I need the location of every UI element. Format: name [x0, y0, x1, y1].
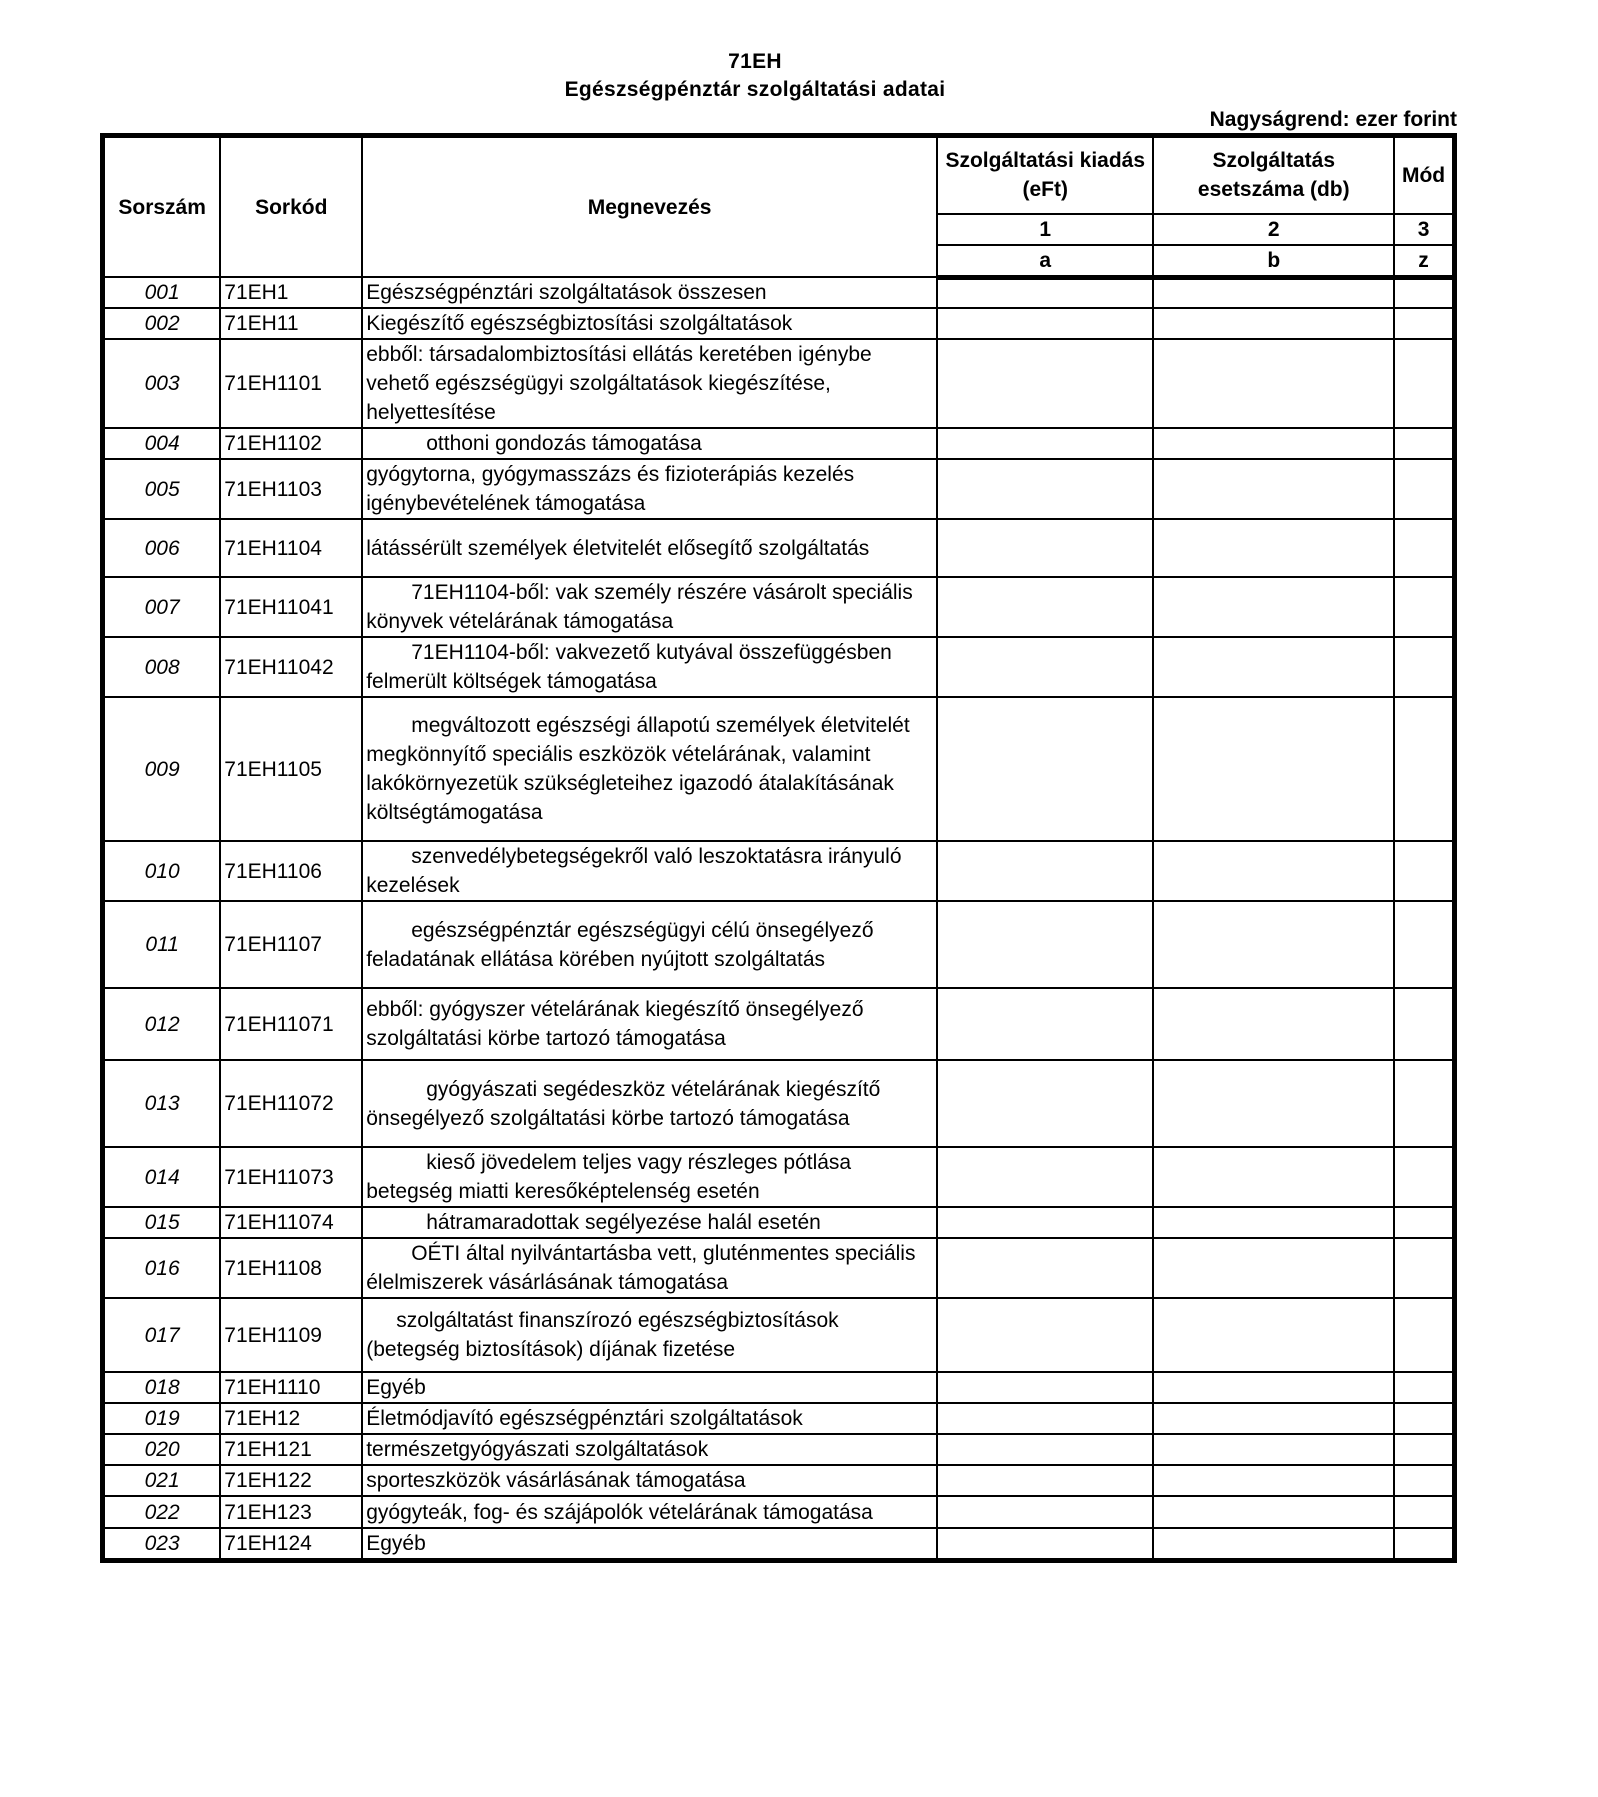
row-code: 71EH121 [220, 1434, 362, 1465]
value-cell-z[interactable] [1394, 637, 1454, 697]
value-cell-a[interactable] [937, 1528, 1153, 1561]
row-name: kieső jövedelem teljes vagy részleges pótlása betegség miatti keresőképtelenség esetén [362, 1147, 937, 1207]
row-name: Életmódjavító egészségpénztári szolgáltatások [362, 1403, 937, 1434]
value-cell-a[interactable] [937, 988, 1153, 1060]
value-cell-z[interactable] [1394, 519, 1454, 577]
value-cell-a[interactable] [937, 1207, 1153, 1238]
value-cell-z[interactable] [1394, 1147, 1454, 1207]
value-cell-a[interactable] [937, 1403, 1153, 1434]
header-num3: 3 [1394, 214, 1454, 245]
row-name: gyógyászati segédeszköz vételárának kiegészítő önsegélyező szolgáltatási körbe tartozó támogatása [362, 1060, 937, 1147]
value-cell-z[interactable] [1394, 577, 1454, 637]
value-cell-a[interactable] [937, 519, 1153, 577]
row-number: 006 [103, 519, 221, 577]
row-code: 71EH1110 [220, 1372, 362, 1403]
value-cell-z[interactable] [1394, 1434, 1454, 1465]
row-code: 71EH1109 [220, 1298, 362, 1372]
row-name: természetgyógyászati szolgáltatások [362, 1434, 937, 1465]
header-sorszam: Sorszám [103, 136, 221, 278]
row-name: OÉTI által nyilvántartásba vett, gluténmentes speciális élelmiszerek vásárlásának támogatása [362, 1238, 937, 1298]
row-code: 71EH122 [220, 1465, 362, 1496]
row-number: 004 [103, 428, 221, 459]
row-name: Egészségpénztári szolgáltatások összesen [362, 277, 937, 308]
table-row [103, 519, 1455, 577]
table-row [103, 428, 1455, 459]
row-code: 71EH1108 [220, 1238, 362, 1298]
row-number: 020 [103, 1434, 221, 1465]
header-col1: Szolgáltatási kiadás (eFt) [937, 136, 1153, 214]
row-number: 011 [103, 901, 221, 988]
value-cell-a[interactable] [937, 1434, 1153, 1465]
value-cell-b[interactable] [1153, 901, 1394, 988]
row-number: 007 [103, 577, 221, 637]
table-row [103, 637, 1455, 697]
table-row [103, 1372, 1455, 1403]
value-cell-a[interactable] [937, 1298, 1153, 1372]
row-number: 022 [103, 1496, 221, 1528]
table-row [103, 308, 1455, 339]
value-cell-a[interactable] [937, 637, 1153, 697]
row-number: 010 [103, 841, 221, 901]
row-name: szolgáltatást finanszírozó egészségbiztosítások (betegség biztosítások) díjának fizetése [362, 1298, 937, 1372]
value-cell-a[interactable] [937, 1372, 1153, 1403]
value-cell-b[interactable] [1153, 841, 1394, 901]
row-number: 014 [103, 1147, 221, 1207]
value-cell-z[interactable] [1394, 459, 1454, 519]
row-name: gyógyteák, fog- és szájápolók vételárának támogatása [362, 1496, 937, 1528]
value-cell-b[interactable] [1153, 339, 1394, 428]
value-cell-b[interactable] [1153, 1207, 1394, 1238]
value-cell-z[interactable] [1394, 1465, 1454, 1496]
row-number: 016 [103, 1238, 221, 1298]
value-cell-a[interactable] [937, 1238, 1153, 1298]
value-cell-z[interactable] [1394, 1060, 1454, 1147]
value-cell-b[interactable] [1153, 637, 1394, 697]
value-cell-b[interactable] [1153, 1060, 1394, 1147]
value-cell-z[interactable] [1394, 1207, 1454, 1238]
header-col2: Szolgáltatás esetszáma (db) [1153, 136, 1394, 214]
header-let2: b [1153, 245, 1394, 278]
value-cell-a[interactable] [937, 459, 1153, 519]
service-data-table [100, 133, 1457, 1563]
row-code: 71EH123 [220, 1496, 362, 1528]
table-row [103, 459, 1455, 519]
header-num2: 2 [1153, 214, 1394, 245]
value-cell-a[interactable] [937, 1147, 1153, 1207]
row-name: látássérült személyek életvitelét elősegítő szolgáltatás [362, 519, 937, 577]
value-cell-b[interactable] [1153, 1496, 1394, 1528]
value-cell-b[interactable] [1153, 577, 1394, 637]
table-row [103, 988, 1455, 1060]
row-code: 71EH1102 [220, 428, 362, 459]
value-cell-b[interactable] [1153, 1528, 1394, 1561]
header-col3: Mód [1394, 136, 1454, 214]
row-number: 009 [103, 697, 221, 841]
row-code: 71EH1104 [220, 519, 362, 577]
table-row [103, 1528, 1455, 1561]
row-code: 71EH124 [220, 1528, 362, 1561]
table-row [103, 1465, 1455, 1496]
value-cell-z[interactable] [1394, 841, 1454, 901]
value-cell-a[interactable] [937, 901, 1153, 988]
table-row [103, 1207, 1455, 1238]
row-code: 71EH11073 [220, 1147, 362, 1207]
value-cell-a[interactable] [937, 1496, 1153, 1528]
value-cell-b[interactable] [1153, 1298, 1394, 1372]
row-name: Egyéb [362, 1372, 937, 1403]
row-number: 015 [103, 1207, 221, 1238]
row-name: 71EH1104-ből: vak személy részére vásárolt speciális könyvek vételárának támogatása [362, 577, 937, 637]
value-cell-z[interactable] [1394, 1238, 1454, 1298]
value-cell-z[interactable] [1394, 428, 1454, 459]
value-cell-b[interactable] [1153, 277, 1394, 308]
value-cell-z[interactable] [1394, 277, 1454, 308]
table-row [103, 577, 1455, 637]
value-cell-z[interactable] [1394, 1496, 1454, 1528]
value-cell-a[interactable] [937, 1060, 1153, 1147]
row-name: gyógytorna, gyógymasszázs és fizioterápiás kezelés igénybevételének támogatása [362, 459, 937, 519]
value-cell-b[interactable] [1153, 519, 1394, 577]
row-code: 71EH1106 [220, 841, 362, 901]
table-row [103, 697, 1455, 841]
row-name: sporteszközök vásárlásának támogatása [362, 1465, 937, 1496]
row-name: Kiegészítő egészségbiztosítási szolgáltatások [362, 308, 937, 339]
row-code: 71EH11041 [220, 577, 362, 637]
value-cell-a[interactable] [937, 841, 1153, 901]
value-cell-b[interactable] [1153, 459, 1394, 519]
table-row [103, 901, 1455, 988]
value-cell-z[interactable] [1394, 308, 1454, 339]
value-cell-z[interactable] [1394, 697, 1454, 841]
row-code: 71EH1107 [220, 901, 362, 988]
value-cell-b[interactable] [1153, 697, 1394, 841]
row-code: 71EH11071 [220, 988, 362, 1060]
value-cell-a[interactable] [937, 577, 1153, 637]
row-code: 71EH1103 [220, 459, 362, 519]
value-cell-b[interactable] [1153, 1403, 1394, 1434]
row-name: ebből: társadalombiztosítási ellátás keretében igénybe vehető egészségügyi szolgáltatások kiegészítése, helyettesítése [362, 339, 937, 428]
row-number: 008 [103, 637, 221, 697]
header-num1: 1 [937, 214, 1153, 245]
row-number: 023 [103, 1528, 221, 1561]
value-cell-b[interactable] [1153, 1465, 1394, 1496]
row-number: 012 [103, 988, 221, 1060]
value-cell-z[interactable] [1394, 1372, 1454, 1403]
row-number: 021 [103, 1465, 221, 1496]
row-name: otthoni gondozás támogatása [362, 428, 937, 459]
header-sorkod: Sorkód [220, 136, 362, 278]
row-number: 013 [103, 1060, 221, 1147]
value-cell-b[interactable] [1153, 428, 1394, 459]
row-number: 017 [103, 1298, 221, 1372]
table-row [103, 1060, 1455, 1147]
row-number: 001 [103, 277, 221, 308]
row-name: szenvedélybetegségekről való leszoktatásra irányuló kezelések [362, 841, 937, 901]
value-cell-z[interactable] [1394, 1403, 1454, 1434]
row-code: 71EH1 [220, 277, 362, 308]
table-row [103, 1496, 1455, 1528]
value-cell-a[interactable] [937, 697, 1153, 841]
row-code: 71EH1105 [220, 697, 362, 841]
table-row [103, 1434, 1455, 1465]
form-title: Egészségpénztár szolgáltatási adatai [564, 78, 946, 101]
header-let1: a [937, 245, 1153, 278]
table-row [103, 1238, 1455, 1298]
table-row [103, 1403, 1455, 1434]
header-let3: z [1394, 245, 1454, 278]
value-cell-z[interactable] [1394, 901, 1454, 988]
value-cell-z[interactable] [1394, 988, 1454, 1060]
row-number: 005 [103, 459, 221, 519]
value-cell-b[interactable] [1153, 1434, 1394, 1465]
table-row [103, 339, 1455, 428]
row-name: egészségpénztár egészségügyi célú önsegélyező feladatának ellátása körében nyújtott szolgáltatás [362, 901, 937, 988]
value-cell-b[interactable] [1153, 1372, 1394, 1403]
value-cell-a[interactable] [937, 1465, 1153, 1496]
value-cell-a[interactable] [937, 428, 1153, 459]
value-cell-b[interactable] [1153, 988, 1394, 1060]
row-name: Egyéb [362, 1528, 937, 1561]
value-cell-a[interactable] [937, 339, 1153, 428]
row-name: megváltozott egészségi állapotú személyek életvitelét megkönnyítő speciális eszközök vételárának, valamint lakókörnyezetük szükségleteihez igazodó átalakításának költségtámogatása [362, 697, 937, 841]
value-cell-a[interactable] [937, 308, 1153, 339]
value-cell-a[interactable] [937, 277, 1153, 308]
value-cell-z[interactable] [1394, 1528, 1454, 1561]
table-row [103, 277, 1455, 308]
row-code: 71EH11042 [220, 637, 362, 697]
row-number: 002 [103, 308, 221, 339]
row-name: hátramaradottak segélyezése halál esetén [362, 1207, 937, 1238]
row-code: 71EH1101 [220, 339, 362, 428]
value-cell-b[interactable] [1153, 1238, 1394, 1298]
value-cell-z[interactable] [1394, 339, 1454, 428]
row-number: 003 [103, 339, 221, 428]
form-code: 71EH [728, 50, 782, 73]
row-name: ebből: gyógyszer vételárának kiegészítő önsegélyező szolgáltatási körbe tartozó támogatása [362, 988, 937, 1060]
value-cell-z[interactable] [1394, 1298, 1454, 1372]
table-row [103, 1147, 1455, 1207]
table-row [103, 1298, 1455, 1372]
row-code: 71EH11074 [220, 1207, 362, 1238]
row-code: 71EH12 [220, 1403, 362, 1434]
value-cell-b[interactable] [1153, 308, 1394, 339]
row-code: 71EH11 [220, 308, 362, 339]
row-name: 71EH1104-ből: vakvezető kutyával összefüggésben felmerült költségek támogatása [362, 637, 937, 697]
table-row [103, 841, 1455, 901]
row-number: 019 [103, 1403, 221, 1434]
row-number: 018 [103, 1372, 221, 1403]
row-code: 71EH11072 [220, 1060, 362, 1147]
unit-label: Nagyságrend: ezer forint [1209, 108, 1457, 131]
value-cell-b[interactable] [1153, 1147, 1394, 1207]
header-megnevezes: Megnevezés [362, 136, 937, 278]
